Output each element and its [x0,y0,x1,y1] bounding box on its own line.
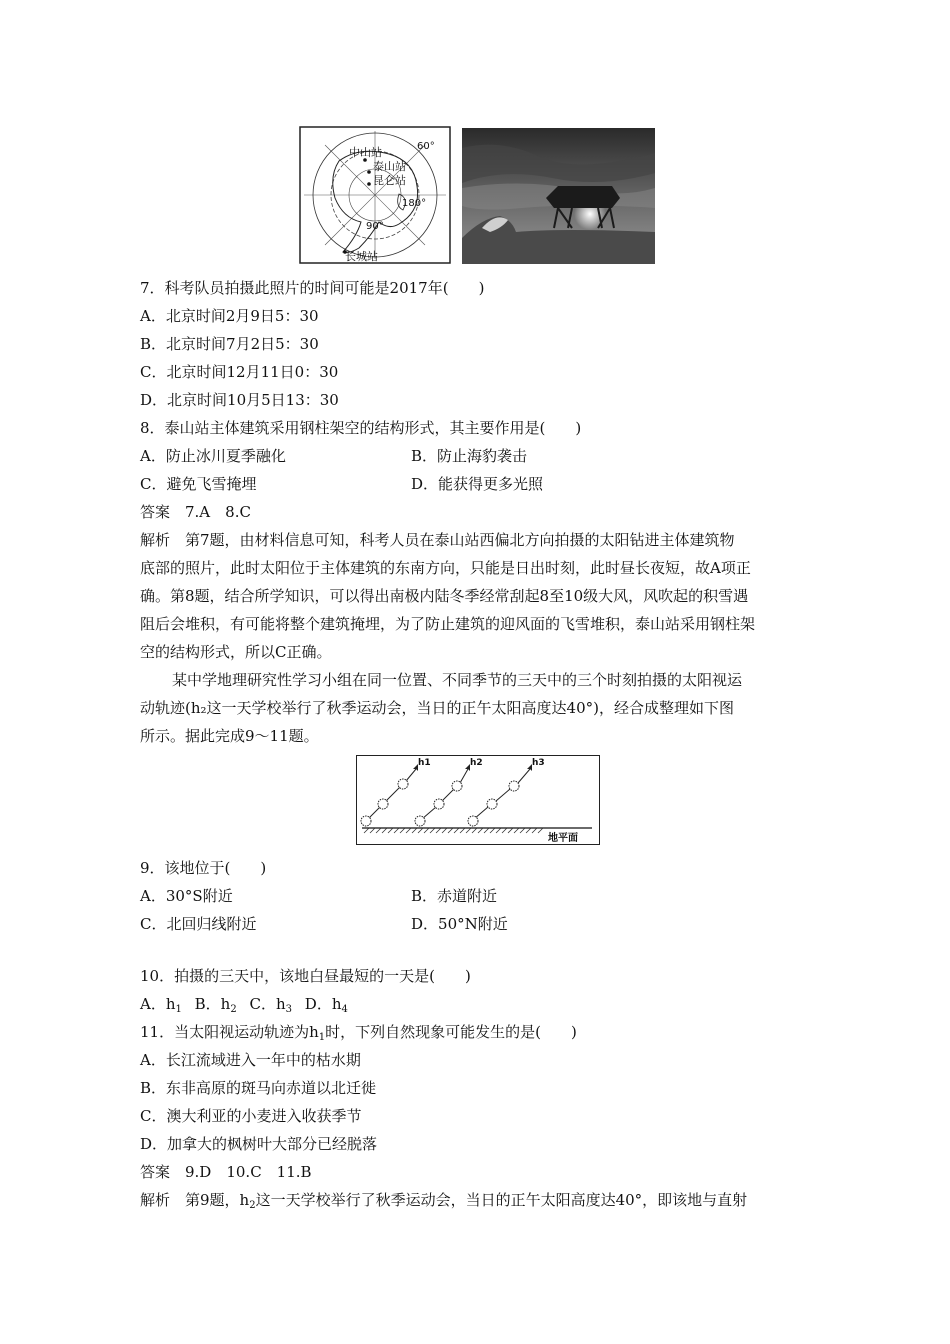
q7-option-a: A．北京时间2月9日5：30 [140,307,319,325]
h2-label: h2 [470,758,483,768]
q9-option-b: B．赤道附近 [411,887,498,905]
ground-label: 地平面 [548,833,578,844]
q8-option-c: C．避免飞雪掩埋 [140,475,257,493]
q11-option-c: C．澳大利亚的小麦进入收获季节 [140,1107,362,1125]
q7-stem: 7．科考队员拍摄此照片的时间可能是2017年( ) [140,279,485,297]
h3-label: h3 [532,758,545,768]
q11-option-b: B．东非高原的斑马向赤道以北迁徙 [140,1079,377,1097]
q10-stem: 10．拍摄的三天中，该地白昼最短的一天是( ) [140,967,471,985]
intro-9-11-line2: 动轨迹(h₂这一天学校举行了秋季运动会，当日的正午太阳高度达40°)，经合成整理如下图 [140,699,734,717]
map-label-kunlun: 昆仑站 [373,174,406,187]
q11-option-d: D．加拿大的枫树叶大部分已经脱落 [140,1135,378,1153]
analysis-7-8-line2: 底部的照片，此时太阳位于主体建筑的东南方向，只能是日出时刻，此时昼长夜短，故A项正 [140,559,751,577]
q8-option-d: D．能获得更多光照 [411,475,544,493]
q8-option-a: A．防止冰川夏季融化 [140,447,286,465]
q7-option-b: B．北京时间7月2日5：30 [140,335,319,353]
q9-option-d: D．50°N附近 [411,915,508,933]
q9-option-a: A．30°S附近 [140,887,233,905]
analysis-7-8-line1: 解析 第7题，由材料信息可知，科考人员在泰山站西偏北方向拍摄的太阳钻进主体建筑物 [140,531,735,549]
intro-9-11-line1: 某中学地理研究性学习小组在同一位置、不同季节的三天中的三个时刻拍摄的太阳视运 [172,671,743,689]
h1-label: h1 [418,758,431,768]
antarctic-map-figure [299,126,451,264]
map-label-zhongshan: 中山站 [349,146,382,159]
answer-9-11: 答案 9.D 10.C 11.B [140,1163,312,1181]
q10-option-a: A．$h_1$ [140,995,182,1015]
sun-path-figure [356,755,600,845]
station-photo [462,128,655,264]
q11-stem: 11．当太阳视运动轨迹为$h_1$时，下列自然现象可能发生的是( ) [140,1023,577,1043]
q10-option-d: D．$h_4$ [304,995,348,1015]
q10-options [140,994,356,1014]
q9-stem: 9．该地位于( ) [140,859,267,877]
q8-stem: 8．泰山站主体建筑采用钢柱架空的结构形式，其主要作用是( ) [140,419,582,437]
analysis-7-8-line3: 确。第8题，结合所学知识，可以得出南极内陆冬季经常刮起8至10级大风，风吹起的积雪遇 [140,587,749,605]
analysis-9-11-line1: 解析 第9题，$h_2$这一天学校举行了秋季运动会，当日的正午太阳高度达40°，即该地与直射 [140,1191,748,1211]
analysis-7-8-line5: 空的结构形式，所以C正确。 [140,643,332,661]
intro-9-11-line3: 所示。据此完成9～11题。 [140,727,319,745]
analysis-7-8-line4: 阻后会堆积，有可能将整个建筑掩埋，为了防止建筑的迎风面的飞雪堆积，泰山站采用钢柱架 [140,615,756,633]
q10-option-b: B．$h_2$ [194,995,237,1015]
q11-option-a: A．长江流域进入一年中的枯水期 [140,1051,361,1069]
map-label-60: 60° [417,141,435,152]
q7-option-d: D．北京时间10月5日13：30 [140,391,339,409]
map-label-90: 90° [366,221,384,232]
q10-option-c: C．$h_3$ [249,995,293,1015]
answer-7-8: 答案 7.A 8.C [140,503,251,521]
q9-option-c: C．北回归线附近 [140,915,257,933]
q8-option-b: B．防止海豹袭击 [411,447,528,465]
map-label-taishan: 泰山站 [373,160,406,173]
q7-option-c: C．北京时间12月11日0：30 [140,363,339,381]
map-label-changcheng: 长城站 [345,250,378,263]
map-label-180: 180° [402,198,427,209]
